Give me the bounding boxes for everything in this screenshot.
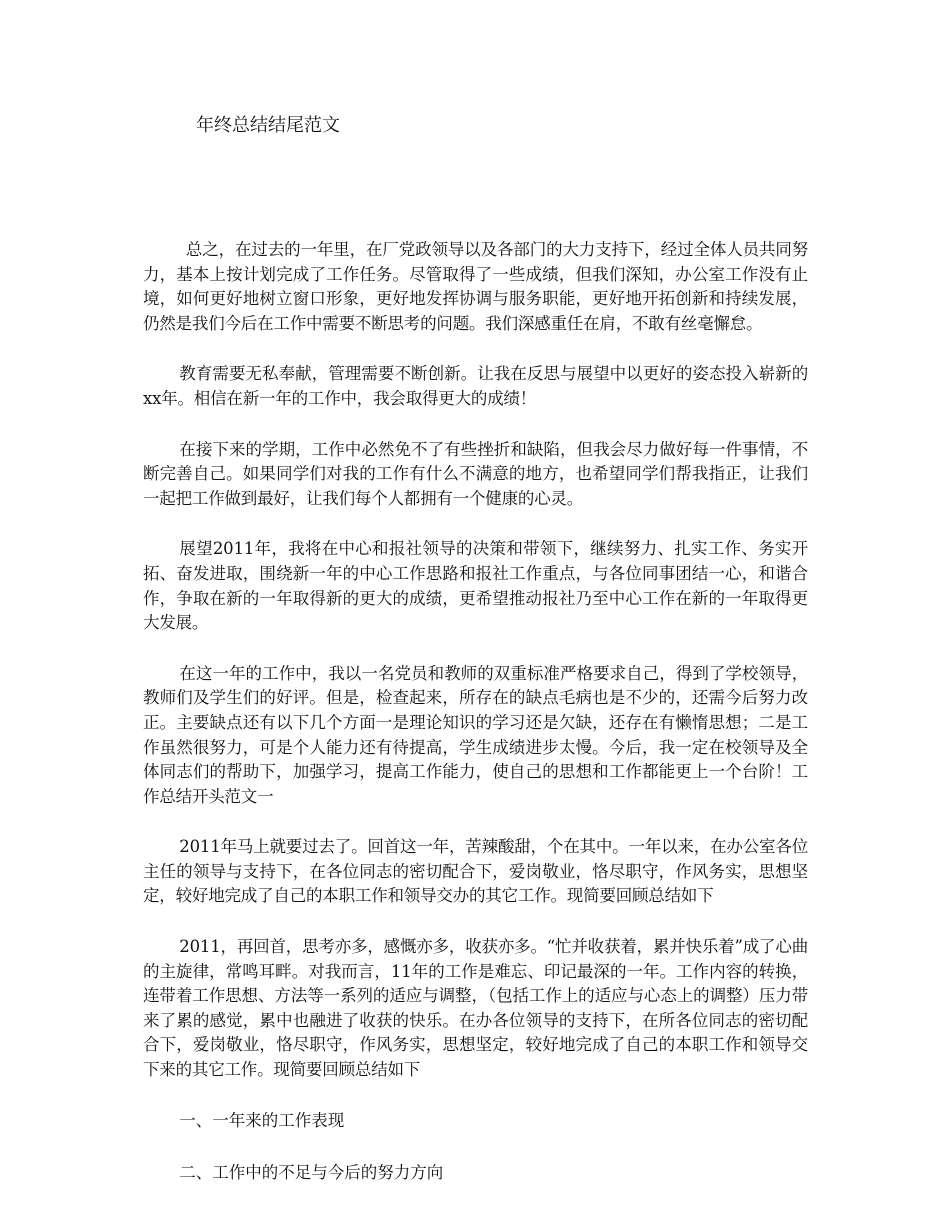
- paragraph-reflection: 2011，再回首，思考亦多，感慨亦多，收获亦多。“忙并收获着，累并快乐着”成了心曲的主旋律，常鸣耳畔。对我而言，11年的工作是难忘、印记最深的一年。工作内容的转换，连带着工作思想、方法等一系列的适应与调整，（包括工作上的适应与心态上的调整）压力带来了累的感觉，累中也融进了收获的快乐。在办各位领导的支持下，在所各位同志的密切配合下，爱岗敬业，恪尽职守，作风务实，思想坚定，较好地完成了自己的本职工作和领导交下来的其它工作。现简要回顾总结如下: [143, 937, 808, 1080]
- section-heading-shortcomings: 二、工作中的不足与今后的努力方向: [179, 1162, 444, 1182]
- paragraph-summary: 总之，在过去的一年里，在厂党政领导以及各部门的大力支持下，经过全体人员共同努力，基本上按计划完成了工作任务。尽管取得了一些成绩，但我们深知，办公室工作没有止境，如何更好地树立窗口形象，更好地发挥协调与服务职能，更好地开拓创新和持续发展，仍然是我们今后在工作中需要不断思考的问题。我们深感重任在肩，不敢有丝毫懈怠。: [143, 240, 808, 333]
- paragraph-education: 教育需要无私奉献，管理需要不断创新。让我在反思与展望中以更好的姿态投入崭新的xx年。相信在新一年的工作中，我会取得更大的成绩！: [143, 364, 808, 408]
- paragraph-next-semester: 在接下来的学期，工作中必然免不了有些挫折和缺陷，但我会尽力做好每一件事情，不断完善自己。如果同学们对我的工作有什么不满意的地方，也希望同学们帮我指正，让我们一起把工作做到最好，让我们每个人都拥有一个健康的心灵。: [143, 439, 808, 508]
- document-title: 年终总结结尾范文: [196, 115, 340, 136]
- document-body: [143, 238, 808, 1213]
- section-heading-performance: 一、一年来的工作表现: [179, 1110, 345, 1130]
- paragraph-year-review: 2011年马上就要过去了。回首这一年，苦辣酸甜，个在其中。一年以来，在办公室各位主任的领导与支持下，在各位同志的密切配合下，爱岗敬业，恪尽职守，作风务实，思想坚定，较好地完成了自己的本职工作和领导交办的其它工作。现简要回顾总结如下: [143, 837, 808, 906]
- paragraph-shortcomings: 在这一年的工作中，我以一名党员和教师的双重标准严格要求自己，得到了学校领导，教师们及学生们的好评。但是，检查起来，所存在的缺点毛病也是不少的，还需今后努力改正。主要缺点还有以下几个方面一是理论知识的学习还是欠缺，还存在有懒惰思想；二是工作虽然很努力，可是个人能力还有待提高，学生成绩进步太慢。今后，我一定在校领导及全体同志们的帮助下，加强学习，提高工作能力，使自己的思想和工作都能更上一个台阶！工作总结开头范文一: [143, 663, 808, 806]
- paragraph-outlook-2011: 展望2011年，我将在中心和报社领导的决策和带领下，继续努力、扎实工作、务实开拓、奋发进取，围绕新一年的中心工作思路和报社工作重点，与各位同事团结一心，和谐合作，争取在新的一年取得新的更大的成绩，更希望推动报社乃至中心工作在新的一年取得更大发展。: [143, 539, 808, 633]
